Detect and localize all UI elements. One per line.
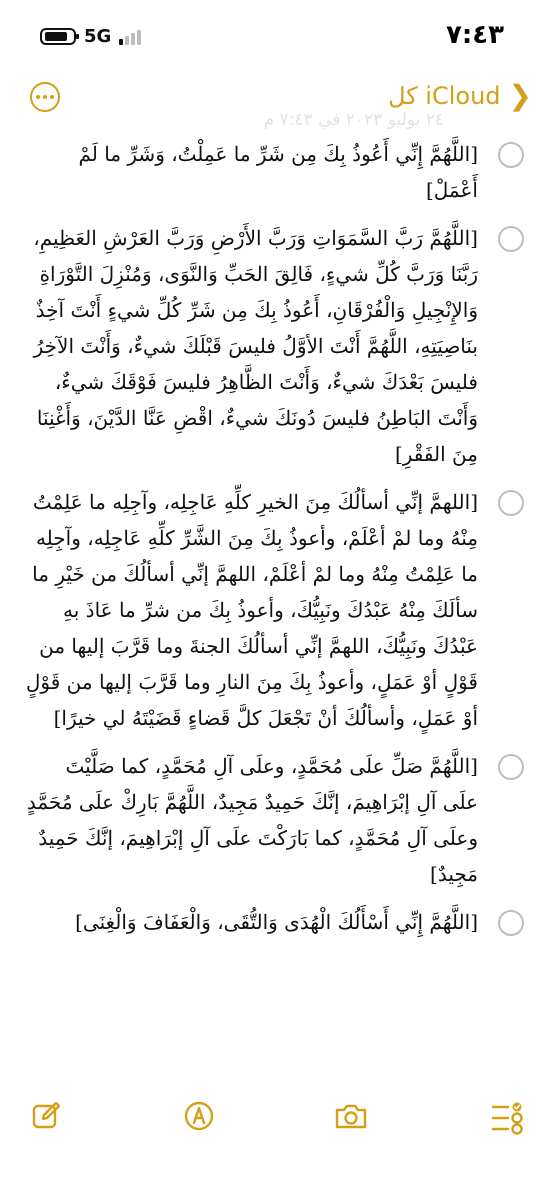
- checklist-icon[interactable]: [490, 1100, 524, 1140]
- checklist-item-text[interactable]: [اللَّهُمَّ إِنِّي أَعُوذُ بِكَ مِن شَرِّ ما عَمِلْتُ، وَشَرِّ ما لَمْ أَعْمَلْ]: [78, 142, 478, 202]
- checklist-item: [24, 220, 524, 472]
- checklist-item-text[interactable]: [اللَّهُمَّ إِنِّي أَسْأَلُكَ الْهُدَى وَالتُّقَى، وَالْعَفَافَ وَالْغِنَى]: [75, 910, 478, 934]
- checklist-item: [24, 904, 524, 940]
- chevron-right-icon: ❯: [508, 79, 532, 112]
- dot: [43, 95, 47, 99]
- checkbox-circle[interactable]: [498, 490, 524, 516]
- camera-icon[interactable]: [333, 1100, 369, 1136]
- network-label: 5G: [84, 26, 112, 47]
- bottom-toolbar: [0, 1100, 554, 1140]
- checklist-item-text[interactable]: [اللَّهُمَّ صَلِّ علَى مُحَمَّدٍ، وعلَى آلِ مُحَمَّدٍ، كما صَلَّيْتَ علَى آلِ إبْرَاهِيمَ، إنَّكَ حَمِيدٌ مَجِيدٌ، اللَّهُمَّ بَارِكْ علَى مُحَمَّدٍ وعلَى آلِ مُحَمَّدٍ، كما بَارَكْتَ علَى آلِ إبْرَاهِيمَ، إنَّكَ حَمِيدٌ مَجِيدٌ]: [26, 754, 478, 886]
- checkbox-circle[interactable]: [498, 142, 524, 168]
- status-bar: [0, 0, 554, 68]
- more-options-button[interactable]: [30, 82, 60, 112]
- checkbox-circle[interactable]: [498, 754, 524, 780]
- checklist-item: [24, 748, 524, 892]
- checkbox-circle[interactable]: [498, 910, 524, 936]
- clock: ٧:٤٣: [445, 20, 504, 50]
- checkbox-circle[interactable]: [498, 226, 524, 252]
- note-checklist: [24, 136, 524, 952]
- back-button[interactable]: [388, 79, 532, 112]
- signal-icon: [119, 29, 141, 45]
- checklist-item-text[interactable]: [اللهمَّ إنِّي أسألُكَ مِنَ الخيرِ كلِّهِ عَاجِلِه، وآجِلِه ما عَلِمْتُ مِنْهُ وما لمْ أعْلَمْ، وأعوذُ بِكَ مِنَ الشَّرِّ كلِّهِ عَاجِلِه، وآجِلِه ما عَلِمْتُ مِنْهُ وما لمْ أعْلَمْ، اللهمَّ إنِّي أسألُكَ من خَيْرِ ما سألَكَ مِنْهُ عَبْدُكَ ونَبِيُّكَ، وأعوذُ بِكَ من شرِّ ما عَاذَ بهِ عَبْدُكَ ونَبِيُّكَ، اللهمَّ إنِّي أسألُكَ الجنةَ وما قَرَّبَ إليها من قَوْلٍ أوْ عَمَلٍ، وأعوذُ بِكَ مِنَ النارِ وما قَرَّبَ إليها من قَوْلٍ أوْ عَمَلٍ، وأسألُكَ أنْ تَجْعَلَ كلَّ قَضاءٍ قَضَيْتَهُ لي خيرًا]: [25, 490, 478, 730]
- status-indicators: [40, 26, 141, 47]
- dot: [50, 95, 54, 99]
- dot: [36, 95, 40, 99]
- note-date: ٢٤ يوليو ٢٠٢٣ في ٧:٤٣ م: [263, 110, 444, 130]
- checklist-item: [24, 484, 524, 736]
- checklist-item: [24, 136, 524, 208]
- back-label: كل iCloud: [388, 82, 501, 110]
- battery-icon: [40, 28, 76, 45]
- checklist-item-text[interactable]: [اللَّهُمَّ رَبَّ السَّمَوَاتِ وَرَبَّ الأَرْضِ وَرَبَّ العَرْشِ العَظِيمِ، رَبَّنَا وَرَبَّ كُلِّ شيءٍ، فَالِقَ الحَبِّ وَالنَّوَى، وَمُنْزِلَ التَّوْرَاةِ وَالإِنْجِيلِ وَالْفُرْقَانِ، أَعُوذُ بِكَ مِن شَرِّ كُلِّ شيءٍ أَنْتَ آخِذٌ بنَاصِيَتِهِ، اللَّهُمَّ أَنْتَ الأوَّلُ فليسَ قَبْلَكَ شيءٌ، وَأَنْتَ الآخِرُ فليسَ بَعْدَكَ شيءٌ، وَأَنْتَ الظَّاهِرُ فليسَ فَوْقَكَ شيءٌ، وَأَنْتَ البَاطِنُ فليسَ دُونَكَ شيءٌ، اقْضِ عَنَّا الدَّيْنَ، وَأَغْنِنَا مِنَ الفَقْرِ]: [33, 226, 478, 466]
- markup-icon[interactable]: [183, 1100, 215, 1136]
- compose-icon[interactable]: [30, 1100, 62, 1136]
